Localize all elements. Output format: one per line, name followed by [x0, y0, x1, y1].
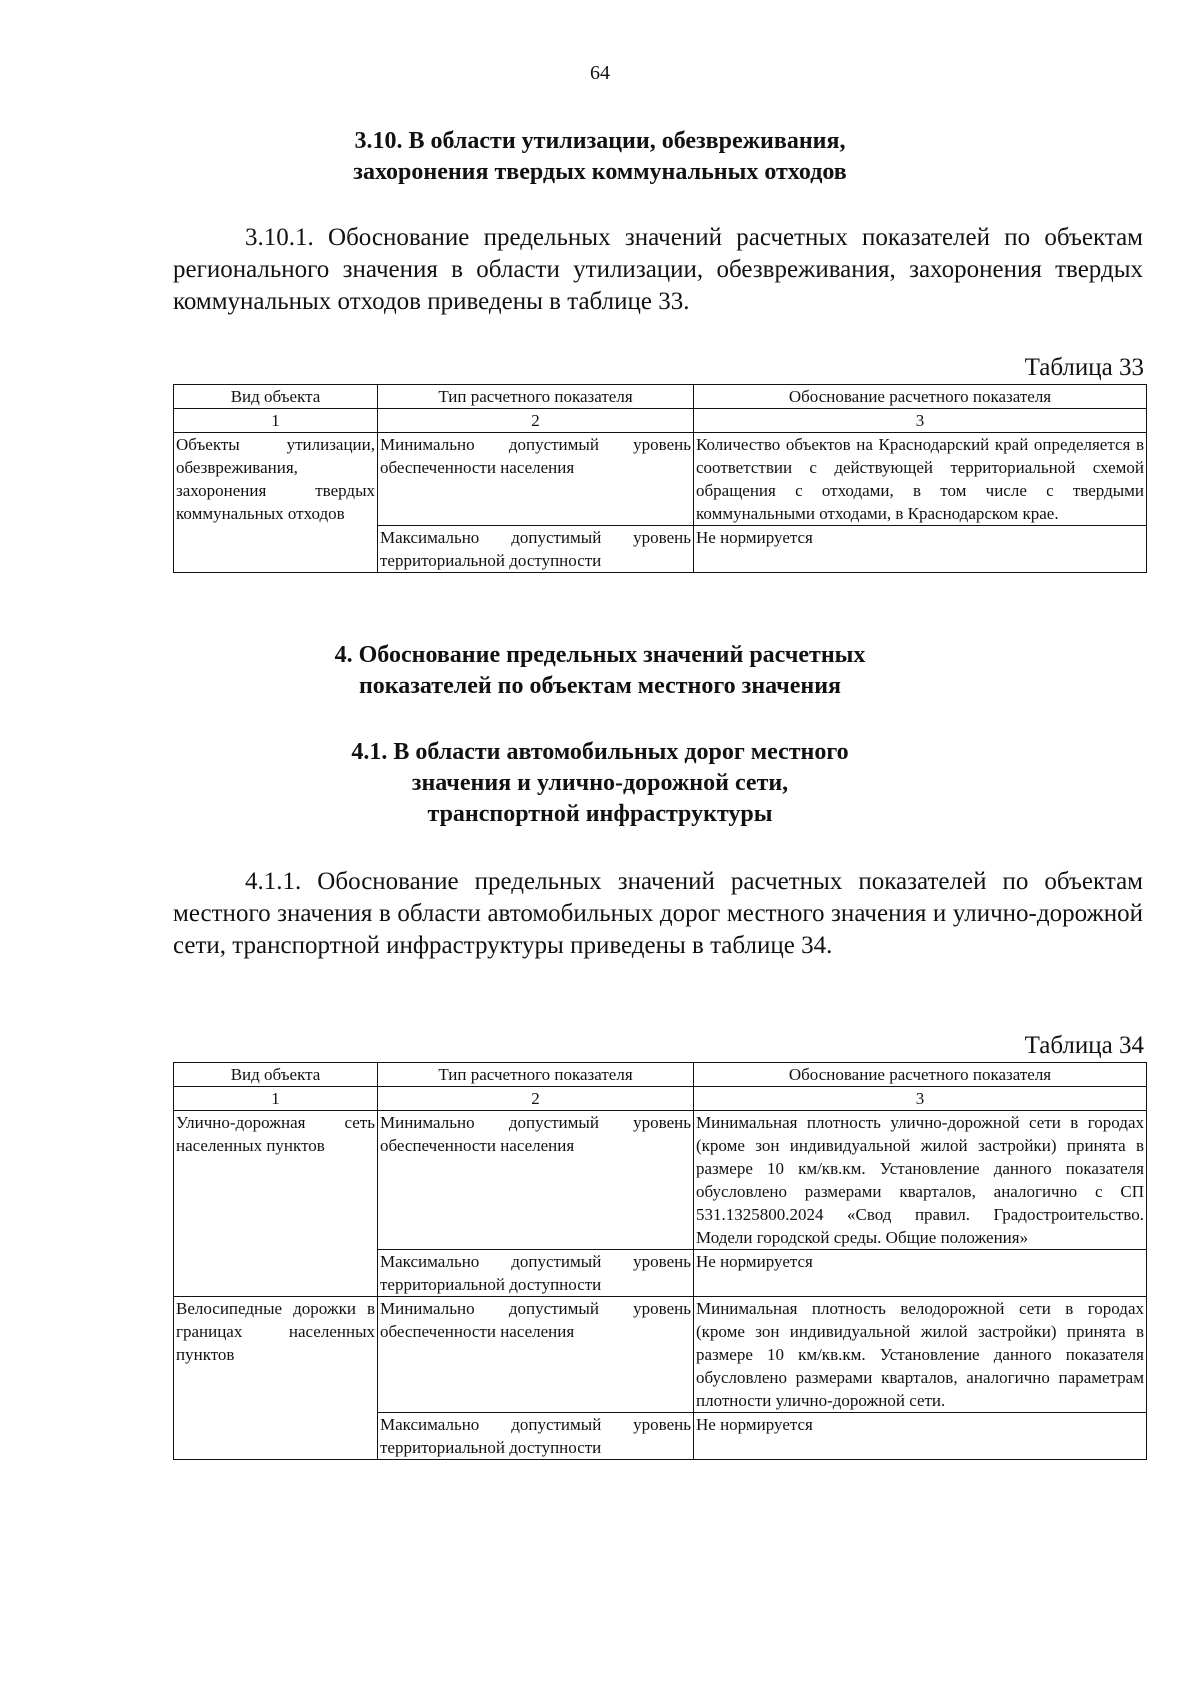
justification-cell: Не нормируется [694, 1413, 1147, 1460]
table-row [174, 1297, 1147, 1413]
column-number: 1 [174, 409, 378, 433]
header-indicator-type: Тип расчетного показателя [378, 1063, 694, 1087]
table-row [174, 433, 1147, 526]
justification-cell: Не нормируется [694, 526, 1147, 573]
justification-cell: Количество объектов на Краснодарский край определяется в соответствии с действующей территориальной схемой обращения с отходами, в том числе с твердыми коммунальными отходами, в Краснодарском крае. [694, 433, 1147, 526]
header-justification: Обоснование расчетного показателя [694, 385, 1147, 409]
table-34 [173, 1062, 1147, 1460]
header-object-type: Вид объекта [174, 1063, 378, 1087]
column-number: 3 [694, 409, 1147, 433]
section-3-10-heading: 3.10. В области утилизации, обезвреживания, захоронения твердых коммунальных отходов [353, 128, 847, 185]
justification-cell: Минимальная плотность велодорожной сети в городах (кроме зон индивидуальной жилой застройки) принята в размере 10 км/кв.км. Установление данного показателя обусловлено размерами кварталов, аналогично параметрам плотности улично-дорожной сети. [694, 1297, 1147, 1413]
section-4-1-paragraph: 4.1.1. Обоснование предельных значений расчетных показателей по объектам местного значения в области автомобильных дорог местного значения и улично-дорожной сети, транспортной инфраструктуры приведены в таблице 34. [173, 868, 1143, 959]
indicator-type-cell: Минимально допустимый уровень обеспеченности населения [378, 1297, 694, 1413]
column-number: 1 [174, 1087, 378, 1111]
header-object-type: Вид объекта [174, 385, 378, 409]
table-33 [173, 384, 1147, 573]
indicator-type-cell: Минимально допустимый уровень обеспеченности населения [378, 1111, 694, 1250]
table-number-row [174, 1087, 1147, 1111]
justification-cell: Не нормируется [694, 1250, 1147, 1297]
section-4-1-heading: 4.1. В области автомобильных дорог местного значения и улично-дорожной сети, транспортной инфраструктуры [351, 739, 849, 827]
table-header-row [174, 1063, 1147, 1087]
indicator-type-cell: Максимально допустимый уровень территориальной доступности [378, 1250, 694, 1297]
table-row [174, 1111, 1147, 1250]
column-number: 3 [694, 1087, 1147, 1111]
table-34-caption: Таблица 34 [1024, 1032, 1144, 1059]
page-number: 64 [590, 62, 610, 84]
header-justification: Обоснование расчетного показателя [694, 1063, 1147, 1087]
object-cell: Велосипедные дорожки в границах населенных пунктов [174, 1297, 378, 1460]
object-cell: Улично-дорожная сеть населенных пунктов [174, 1111, 378, 1297]
section-3-10-paragraph: 3.10.1. Обоснование предельных значений расчетных показателей по объектам регионального значения в области утилизации, обезвреживания, захоронения твердых коммунальных отходов приведены в таблице 33. [173, 224, 1143, 315]
indicator-type-cell: Максимально допустимый уровень территориальной доступности [378, 1413, 694, 1460]
section-4-heading: 4. Обоснование предельных значений расчетных показателей по объектам местного значения [334, 642, 866, 699]
table-33-caption: Таблица 33 [1024, 354, 1144, 381]
column-number: 2 [378, 1087, 694, 1111]
indicator-type-cell: Максимально допустимый уровень территориальной доступности [378, 526, 694, 573]
header-indicator-type: Тип расчетного показателя [378, 385, 694, 409]
table-number-row [174, 409, 1147, 433]
table-header-row [174, 385, 1147, 409]
column-number: 2 [378, 409, 694, 433]
object-cell: Объекты утилизации, обезвреживания, захоронения твердых коммунальных отходов [174, 433, 378, 573]
justification-cell: Минимальная плотность улично-дорожной сети в городах (кроме зон индивидуальной жилой застройки) принята в размере 10 км/кв.км. Установление данного показателя обусловлено размерами кварталов, аналогично с СП 531.1325800.2024 «Свод правил. Градостроительство. Модели городской среды. Общие положения» [694, 1111, 1147, 1250]
indicator-type-cell: Минимально допустимый уровень обеспеченности населения [378, 433, 694, 526]
